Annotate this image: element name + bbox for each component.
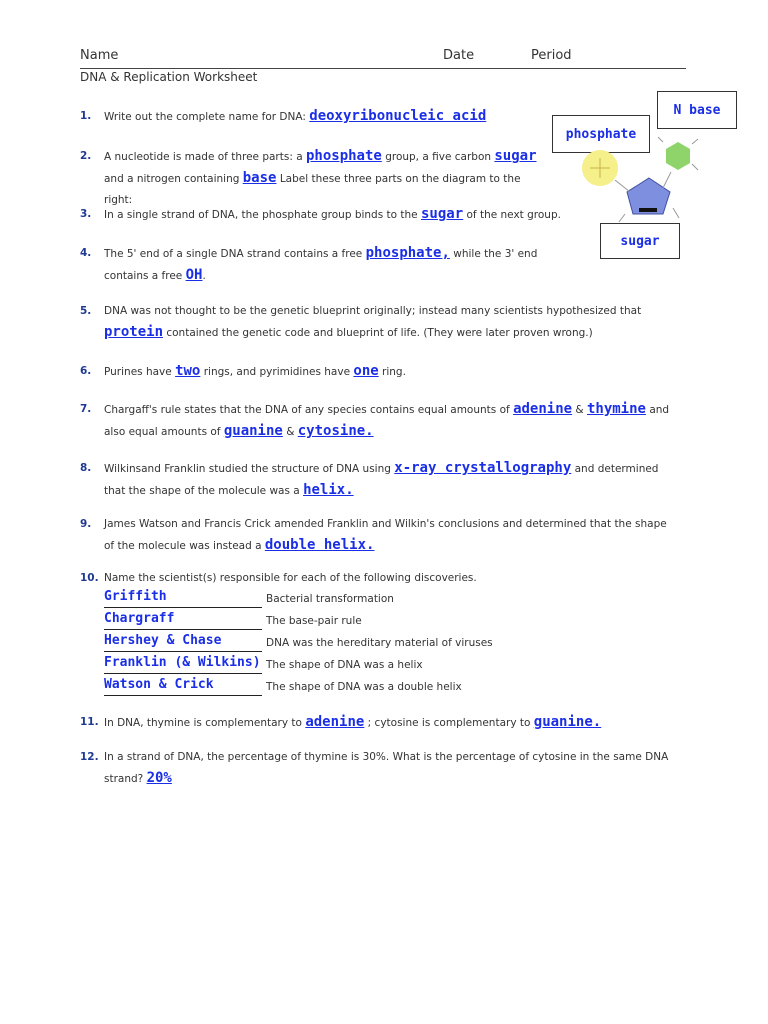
question-number: 1. — [80, 110, 92, 122]
question-12 — [80, 747, 680, 790]
period-label: Period — [531, 48, 572, 63]
question-text: and a nitrogen containing — [104, 173, 240, 185]
match-answer: Chargraff — [104, 611, 262, 630]
question-text: Purines have — [104, 366, 172, 378]
label-box-sugar: sugar — [600, 223, 680, 259]
question-11 — [80, 712, 680, 734]
answer: one — [353, 363, 379, 379]
question-number: 9. — [80, 518, 92, 530]
answer: protein — [104, 324, 164, 340]
answer: sugar — [421, 206, 464, 222]
question-text: In a strand of DNA, the percentage of thymine is 30%. What is the percentage of cytosine in the same DNA strand? — [104, 751, 669, 785]
question-number: 5. — [80, 305, 92, 317]
answer: double helix. — [264, 537, 375, 553]
worksheet-title: DNA & Replication Worksheet — [80, 70, 258, 84]
question-text: group, a five carbon — [385, 151, 492, 163]
question-9 — [80, 514, 680, 557]
question-text: DNA was not thought to be the genetic blueprint originally; instead many scientists hypothesized that — [104, 305, 642, 317]
answer: phosphate, — [365, 245, 450, 261]
label-box-nbase: N base — [657, 91, 737, 129]
question-text: and determined that the shape of the molecule was a — [104, 463, 659, 497]
match-discovery: DNA was the hereditary material of viruses — [266, 637, 493, 649]
question-text: & — [286, 426, 295, 438]
question-6 — [80, 361, 680, 383]
question-number: 11. — [80, 716, 99, 728]
question-text: In DNA, thymine is complementary to — [104, 717, 302, 729]
answer: deoxyribonucleic acid — [309, 108, 487, 124]
question-10 — [80, 568, 680, 589]
question-number: 2. — [80, 150, 92, 162]
answer: x-ray crystallography — [394, 460, 572, 476]
question-text: & — [575, 404, 584, 416]
question-number: 7. — [80, 403, 92, 415]
question-text: of the next group. — [466, 209, 561, 221]
match-discovery: The shape of DNA was a helix — [266, 659, 423, 671]
question-text: contained the genetic code and blueprint of life. (They were later proven wrong.) — [166, 327, 593, 339]
answer: 20% — [146, 770, 172, 786]
name-label: Name — [80, 48, 119, 63]
question-number: 10. — [80, 572, 99, 584]
question-1 — [80, 106, 540, 128]
answer: guanine. — [533, 714, 602, 730]
question-text: Wilkinsand Franklin studied the structure of DNA using — [104, 463, 391, 475]
answer: base — [242, 170, 277, 186]
question-text: In a single strand of DNA, the phosphate group binds to the — [104, 209, 418, 221]
question-4 — [80, 243, 560, 287]
phosphate-circle-icon — [582, 150, 618, 186]
answer: cytosine. — [297, 423, 374, 439]
bond-line — [663, 172, 671, 188]
question-7 — [80, 399, 680, 443]
question-2 — [80, 146, 550, 211]
answer: guanine — [223, 423, 283, 439]
answer: two — [175, 363, 201, 379]
question-text: rings, and pyrimidines have — [203, 366, 351, 378]
question-text: Label these three parts on the diagram to the right: — [104, 173, 521, 206]
match-answer: Griffith — [104, 589, 262, 608]
question-text: Write out the complete name for DNA: — [104, 111, 306, 123]
match-answer: Hershey & Chase — [104, 633, 262, 652]
question-8 — [80, 458, 680, 502]
question-number: 12. — [80, 751, 99, 763]
answer: adenine — [513, 401, 573, 417]
question-text: James Watson and Francis Crick amended Franklin and Wilkin's conclusions and determined that the shape of the molecule was instead a — [104, 518, 667, 552]
answer: OH — [185, 267, 203, 283]
match-answer: Watson & Crick — [104, 677, 262, 696]
question-3 — [80, 204, 680, 226]
question-text: A nucleotide is made of three parts: a — [104, 151, 303, 163]
question-text: The 5' end of a single DNA strand contains a free — [104, 248, 363, 260]
question-text: Chargaff's rule states that the DNA of any species contains equal amounts of — [104, 404, 510, 416]
answer: sugar — [494, 148, 537, 164]
question-text: while the 3' end contains a free — [104, 248, 538, 282]
question-5 — [80, 301, 680, 344]
question-number: 3. — [80, 208, 92, 220]
date-label: Date — [443, 48, 475, 63]
answer: adenine — [305, 714, 365, 730]
nitrogen-base-hexagon-icon — [658, 137, 698, 170]
match-answer: Franklin (& Wilkins) — [104, 655, 262, 674]
match-discovery: The shape of DNA was a double helix — [266, 681, 462, 693]
question-text: Name the scientist(s) responsible for each of the following discoveries. — [104, 572, 477, 584]
header-rule — [80, 68, 686, 69]
match-discovery: Bacterial transformation — [266, 593, 394, 605]
question-text: and also equal amounts of — [104, 404, 670, 438]
bond-line — [615, 180, 630, 192]
question-number: 8. — [80, 462, 92, 474]
question-number: 6. — [80, 365, 92, 377]
question-number: 4. — [80, 247, 92, 259]
label-box-phosphate: phosphate — [552, 115, 650, 153]
answer: helix. — [303, 482, 354, 498]
answer: phosphate — [305, 148, 382, 164]
question-text: . — [202, 270, 206, 282]
question-text: ring. — [382, 366, 406, 378]
match-discovery: The base-pair rule — [266, 615, 362, 627]
question-text: ; cytosine is complementary to — [367, 717, 531, 729]
answer: thymine — [586, 401, 646, 417]
